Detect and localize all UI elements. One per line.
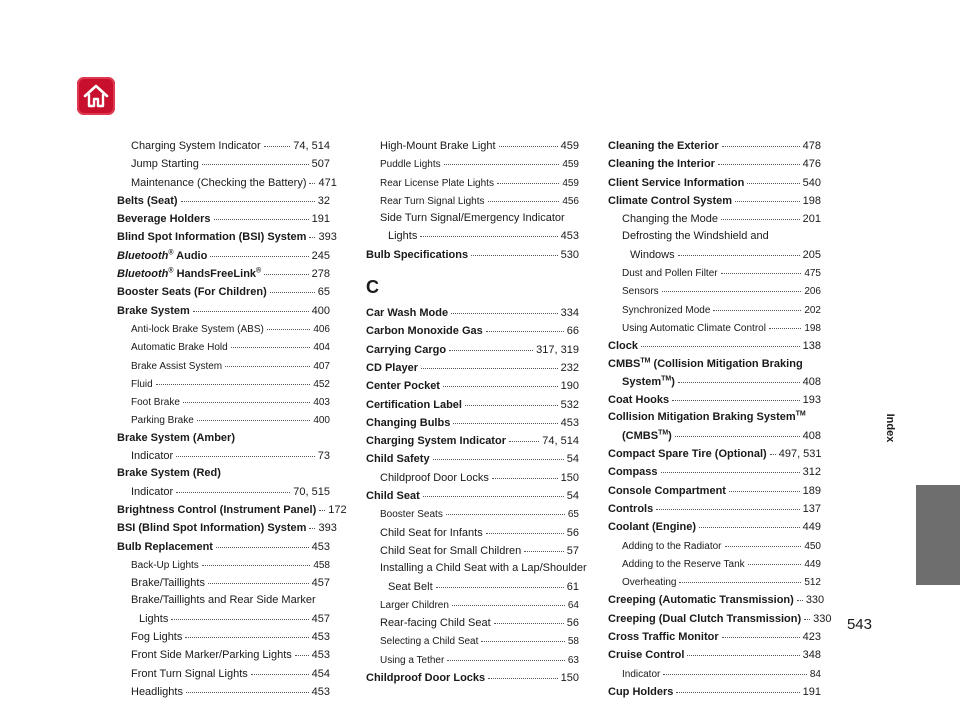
index-entry[interactable]: Clock 138 — [608, 337, 821, 355]
index-entry[interactable]: Rear-facing Child Seat 56 — [366, 614, 579, 632]
index-entry[interactable]: High-Mount Brake Light 459 — [366, 137, 579, 155]
index-entry[interactable]: Console Compartment 189 — [608, 482, 821, 500]
index-entry[interactable]: Seat Belt 61 — [366, 578, 579, 596]
home-icon — [83, 84, 109, 108]
index-entry[interactable]: Indicator 73 — [117, 447, 330, 465]
index-entry[interactable]: Child Seat for Small Children 57 — [366, 542, 579, 560]
index-entry-line: Side Turn Signal/Emergency Indicator — [380, 212, 565, 225]
index-entry[interactable]: Center Pocket 190 — [366, 377, 579, 395]
index-entry[interactable]: Coat Hooks 193 — [608, 391, 821, 409]
index-entry[interactable]: Booster Seats 65 — [366, 505, 579, 523]
index-entry[interactable]: Bulb Replacement 453 — [117, 538, 330, 556]
index-entry[interactable]: Charging System Indicator 74, 514 — [366, 432, 579, 450]
section-letter-c: C — [366, 277, 379, 298]
index-entry[interactable]: (CMBS™) 408 — [608, 427, 821, 445]
index-entry[interactable]: Belts (Seat) 32 — [117, 192, 330, 210]
index-entry[interactable]: Childproof Door Locks 150 — [366, 669, 579, 687]
index-entry[interactable]: Car Wash Mode 334 — [366, 304, 579, 322]
index-entry[interactable]: Client Service Information 540 — [608, 174, 821, 192]
index-entry[interactable]: Beverage Holders 191 — [117, 210, 330, 228]
index-entry[interactable]: Rear License Plate Lights 459 — [366, 174, 579, 192]
index-entry[interactable]: Adding to the Reserve Tank 449 — [608, 555, 821, 573]
index-entry[interactable]: Maintenance (Checking the Battery) 471 — [117, 174, 330, 192]
index-entry[interactable]: Indicator 84 — [608, 665, 821, 683]
page-number: 543 — [846, 616, 872, 633]
index-heading: Brake System (Amber) — [117, 431, 235, 444]
index-entry[interactable]: Larger Children 64 — [366, 596, 579, 614]
index-entry[interactable]: Jump Starting 507 — [117, 155, 330, 173]
index-entry-line: Brake/Taillights and Rear Side Marker — [131, 594, 316, 607]
index-entry[interactable]: Indicator 70, 515 — [117, 483, 330, 501]
index-entry[interactable]: Brake Assist System 407 — [117, 357, 330, 375]
index-entry[interactable]: Fog Lights 453 — [117, 628, 330, 646]
index-entry[interactable]: Creeping (Dual Clutch Transmission) 330 — [608, 610, 821, 628]
index-entry[interactable]: Rear Turn Signal Lights 456 — [366, 192, 579, 210]
index-entry[interactable]: Cross Traffic Monitor 423 — [608, 628, 821, 646]
index-entry[interactable]: Windows 205 — [608, 246, 821, 264]
index-heading: Brake System (Red) — [117, 467, 221, 480]
index-entry[interactable]: Child Seat 54 — [366, 487, 579, 505]
index-entry[interactable]: Certification Label 532 — [366, 396, 579, 414]
index-entry-line: Installing a Child Seat with a Lap/Shoulder — [380, 562, 587, 575]
index-entry[interactable]: Foot Brake 403 — [117, 393, 330, 411]
index-entry[interactable]: Front Side Marker/Parking Lights 453 — [117, 646, 330, 664]
index-entry[interactable]: Lights 453 — [366, 227, 579, 245]
index-entry[interactable]: CD Player 232 — [366, 359, 579, 377]
index-entry[interactable]: Brake/Taillights 457 — [117, 574, 330, 592]
index-entry-line: Defrosting the Windshield and — [622, 230, 769, 243]
index-entry[interactable]: Changing Bulbs 453 — [366, 414, 579, 432]
index-entry[interactable]: Cleaning the Interior 476 — [608, 155, 821, 173]
index-entry[interactable]: Bulb Specifications 530 — [366, 246, 579, 264]
index-entry[interactable]: Overheating 512 — [608, 573, 821, 591]
index-heading: Collision Mitigation Braking System™ — [608, 410, 806, 424]
index-entry[interactable]: Blind Spot Information (BSI) System 393 — [117, 228, 330, 246]
index-entry[interactable]: Creeping (Automatic Transmission) 330 — [608, 591, 821, 609]
index-entry[interactable]: Selecting a Child Seat 58 — [366, 632, 579, 650]
index-entry[interactable]: Using Automatic Climate Control 198 — [608, 319, 821, 337]
index-entry[interactable]: Brake System 400 — [117, 302, 330, 320]
index-entry[interactable]: Lights 457 — [117, 610, 330, 628]
index-entry[interactable]: Booster Seats (For Children) 65 — [117, 283, 330, 301]
index-entry[interactable]: Carbon Monoxide Gas 66 — [366, 322, 579, 340]
index-entry[interactable]: Headlights 453 — [117, 683, 330, 701]
index-entry[interactable]: Adding to the Radiator 450 — [608, 537, 821, 555]
index-entry[interactable]: Changing the Mode 201 — [608, 210, 821, 228]
index-entry[interactable]: Sensors 206 — [608, 282, 821, 300]
index-column-3 — [608, 137, 832, 701]
index-entry[interactable]: BSI (Blind Spot Information) System 393 — [117, 519, 330, 537]
index-entry[interactable]: Anti-lock Brake System (ABS) 406 — [117, 320, 330, 338]
index-entry[interactable]: Carrying Cargo 317, 319 — [366, 341, 579, 359]
index-entry[interactable]: Controls 137 — [608, 500, 821, 518]
index-entry[interactable]: Child Safety 54 — [366, 450, 579, 468]
index-tab[interactable] — [916, 485, 960, 585]
index-entry[interactable]: Using a Tether 63 — [366, 651, 579, 669]
index-entry[interactable]: Coolant (Engine) 449 — [608, 518, 821, 536]
index-entry[interactable]: Brightness Control (Instrument Panel) 172 — [117, 501, 330, 519]
index-entry[interactable]: Cleaning the Exterior 478 — [608, 137, 821, 155]
index-entry[interactable]: Fluid 452 — [117, 375, 330, 393]
index-entry[interactable]: Bluetooth® Audio 245 — [117, 247, 330, 265]
index-entry[interactable]: Puddle Lights 459 — [366, 155, 579, 173]
index-entry[interactable]: Back-Up Lights 458 — [117, 556, 330, 574]
index-entry[interactable]: Cruise Control 348 — [608, 646, 821, 664]
index-entry[interactable]: Synchronized Mode 202 — [608, 301, 821, 319]
index-entry[interactable]: Child Seat for Infants 56 — [366, 524, 579, 542]
index-section-label: Index — [884, 413, 896, 443]
index-column-2 — [366, 137, 587, 687]
index-entry[interactable]: Climate Control System 198 — [608, 192, 821, 210]
index-entry[interactable]: Bluetooth® HandsFreeLink® 278 — [117, 265, 330, 283]
index-column-1 — [117, 137, 347, 701]
index-entry[interactable]: Dust and Pollen Filter 475 — [608, 264, 821, 282]
index-entry[interactable]: Compass 312 — [608, 463, 821, 481]
index-entry[interactable]: Charging System Indicator 74, 514 — [117, 137, 330, 155]
index-entry[interactable]: Automatic Brake Hold 404 — [117, 338, 330, 356]
index-entry[interactable]: Childproof Door Locks 150 — [366, 469, 579, 487]
index-entry[interactable]: System™) 408 — [608, 373, 821, 391]
index-entry[interactable]: Compact Spare Tire (Optional) 497, 531 — [608, 445, 821, 463]
index-heading: CMBS™ (Collision Mitigation Braking — [608, 356, 803, 370]
index-entry[interactable]: Cup Holders 191 — [608, 683, 821, 701]
home-button[interactable] — [77, 77, 115, 115]
index-entry[interactable]: Front Turn Signal Lights 454 — [117, 665, 330, 683]
index-entry[interactable]: Parking Brake 400 — [117, 411, 330, 429]
